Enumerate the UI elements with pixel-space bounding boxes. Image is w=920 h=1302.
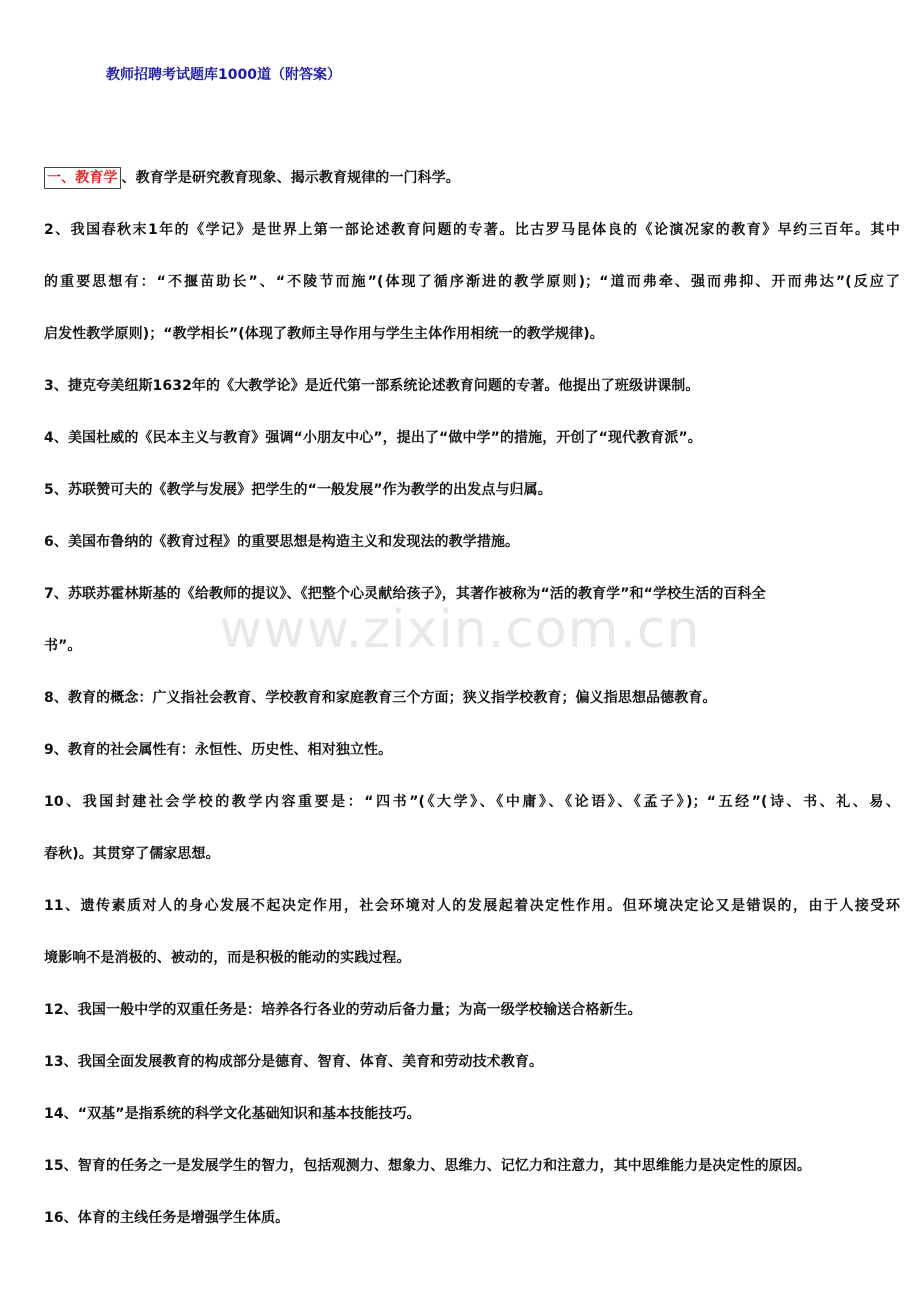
item-4 <box>44 425 900 451</box>
document-title: 教师招聘考试题库1000道（附答案） <box>106 67 341 83</box>
item-5-line-1: 5、苏联赞可夫的《教学与发展》把学生的“一般发展”作为教学的出发点与归属。 <box>44 482 552 498</box>
section-heading: 一、教育学 <box>44 167 121 189</box>
item-13-line-1: 13、我国全面发展教育的构成部分是德育、智育、体育、美育和劳动技术教育。 <box>44 1054 544 1070</box>
item-9 <box>44 737 900 763</box>
item-14-line-1: 14、“双基”是指系统的科学文化基础知识和基本技能技巧。 <box>44 1106 421 1122</box>
item-7 <box>44 581 900 659</box>
item-2-line-1: 2、我国春秋末1年的《学记》是世界上第一部论述教育问题的专著。比古罗马昆体良的《论演况家的教育》早约三百年。其中 <box>44 222 900 238</box>
item-16 <box>44 1205 900 1231</box>
item-1 <box>44 165 900 191</box>
item-7-line-1: 7、苏联苏霍林斯基的《给教师的提议》、《把整个心灵献给孩子》，其著作被称为“活的教育学”和“学校生活的百科全 <box>44 586 766 602</box>
item-14 <box>44 1101 900 1127</box>
item-15 <box>44 1153 900 1179</box>
item-10-line-2: 春秋)。其贯穿了儒家思想。 <box>44 846 220 862</box>
item-5 <box>44 477 900 503</box>
item-2-line-3: 启发性教学原则)；“教学相长”(体现了教师主导作用与学生主体作用相统一的教学规律)。 <box>44 326 604 342</box>
item-3 <box>44 373 900 399</box>
item-1-text: 、教育学是研究教育现象、揭示教育规律的一门科学。 <box>121 170 460 186</box>
item-7-line-2: 书”。 <box>44 638 82 654</box>
watermark: www.zixin.com.cn <box>219 600 701 660</box>
document-body <box>44 165 900 1231</box>
item-16-line-1: 16、体育的主线任务是增强学生体质。 <box>44 1210 290 1226</box>
item-11-line-1: 11、遗传素质对人的身心发展不起决定作用，社会环境对人的发展起着决定性作用。但环境决定论又是错误的，由于人接受环 <box>44 898 900 914</box>
item-2-line-2: 的重要思想有：“不揠苗助长”、“不陵节而施”(体现了循序渐进的教学原则)；“道而弗牵、强而弗抑、开而弗达”(反应了 <box>44 274 900 290</box>
item-2 <box>44 217 900 347</box>
item-12 <box>44 997 900 1023</box>
item-11 <box>44 893 900 971</box>
item-10 <box>44 789 900 867</box>
item-9-line-1: 9、教育的社会属性有：永恒性、历史性、相对独立性。 <box>44 742 393 758</box>
item-8 <box>44 685 900 711</box>
item-12-line-1: 12、我国一般中学的双重任务是：培养各行各业的劳动后备力量；为高一级学校输送合格新生。 <box>44 1002 642 1018</box>
item-6 <box>44 529 900 555</box>
item-8-line-1: 8、教育的概念：广义指社会教育、学校教育和家庭教育三个方面；狭义指学校教育；偏义指思想品德教育。 <box>44 690 717 706</box>
item-10-line-1: 10、我国封建社会学校的教学内容重要是：“四书”(《大学》、《中庸》、《论语》、《孟子》)；“五经”(诗、书、礼、易、 <box>44 794 900 810</box>
item-11-line-2: 境影响不是消极的、被动的，而是积极的能动的实践过程。 <box>44 950 411 966</box>
item-3-line-1: 3、捷克夸美纽斯1632年的《大教学论》是近代第一部系统论述教育问题的专著。他提出了班级讲课制。 <box>44 378 700 394</box>
item-13 <box>44 1049 900 1075</box>
item-6-line-1: 6、美国布鲁纳的《教育过程》的重要思想是构造主义和发现法的教学措施。 <box>44 534 520 550</box>
item-4-line-1: 4、美国杜威的《民本主义与教育》强调“小朋友中心”，提出了“做中学”的措施，开创了“现代教育派”。 <box>44 430 702 446</box>
item-15-line-1: 15、智育的任务之一是发展学生的智力，包括观测力、想象力、思维力、记忆力和注意力，其中思维能力是决定性的原因。 <box>44 1158 811 1174</box>
